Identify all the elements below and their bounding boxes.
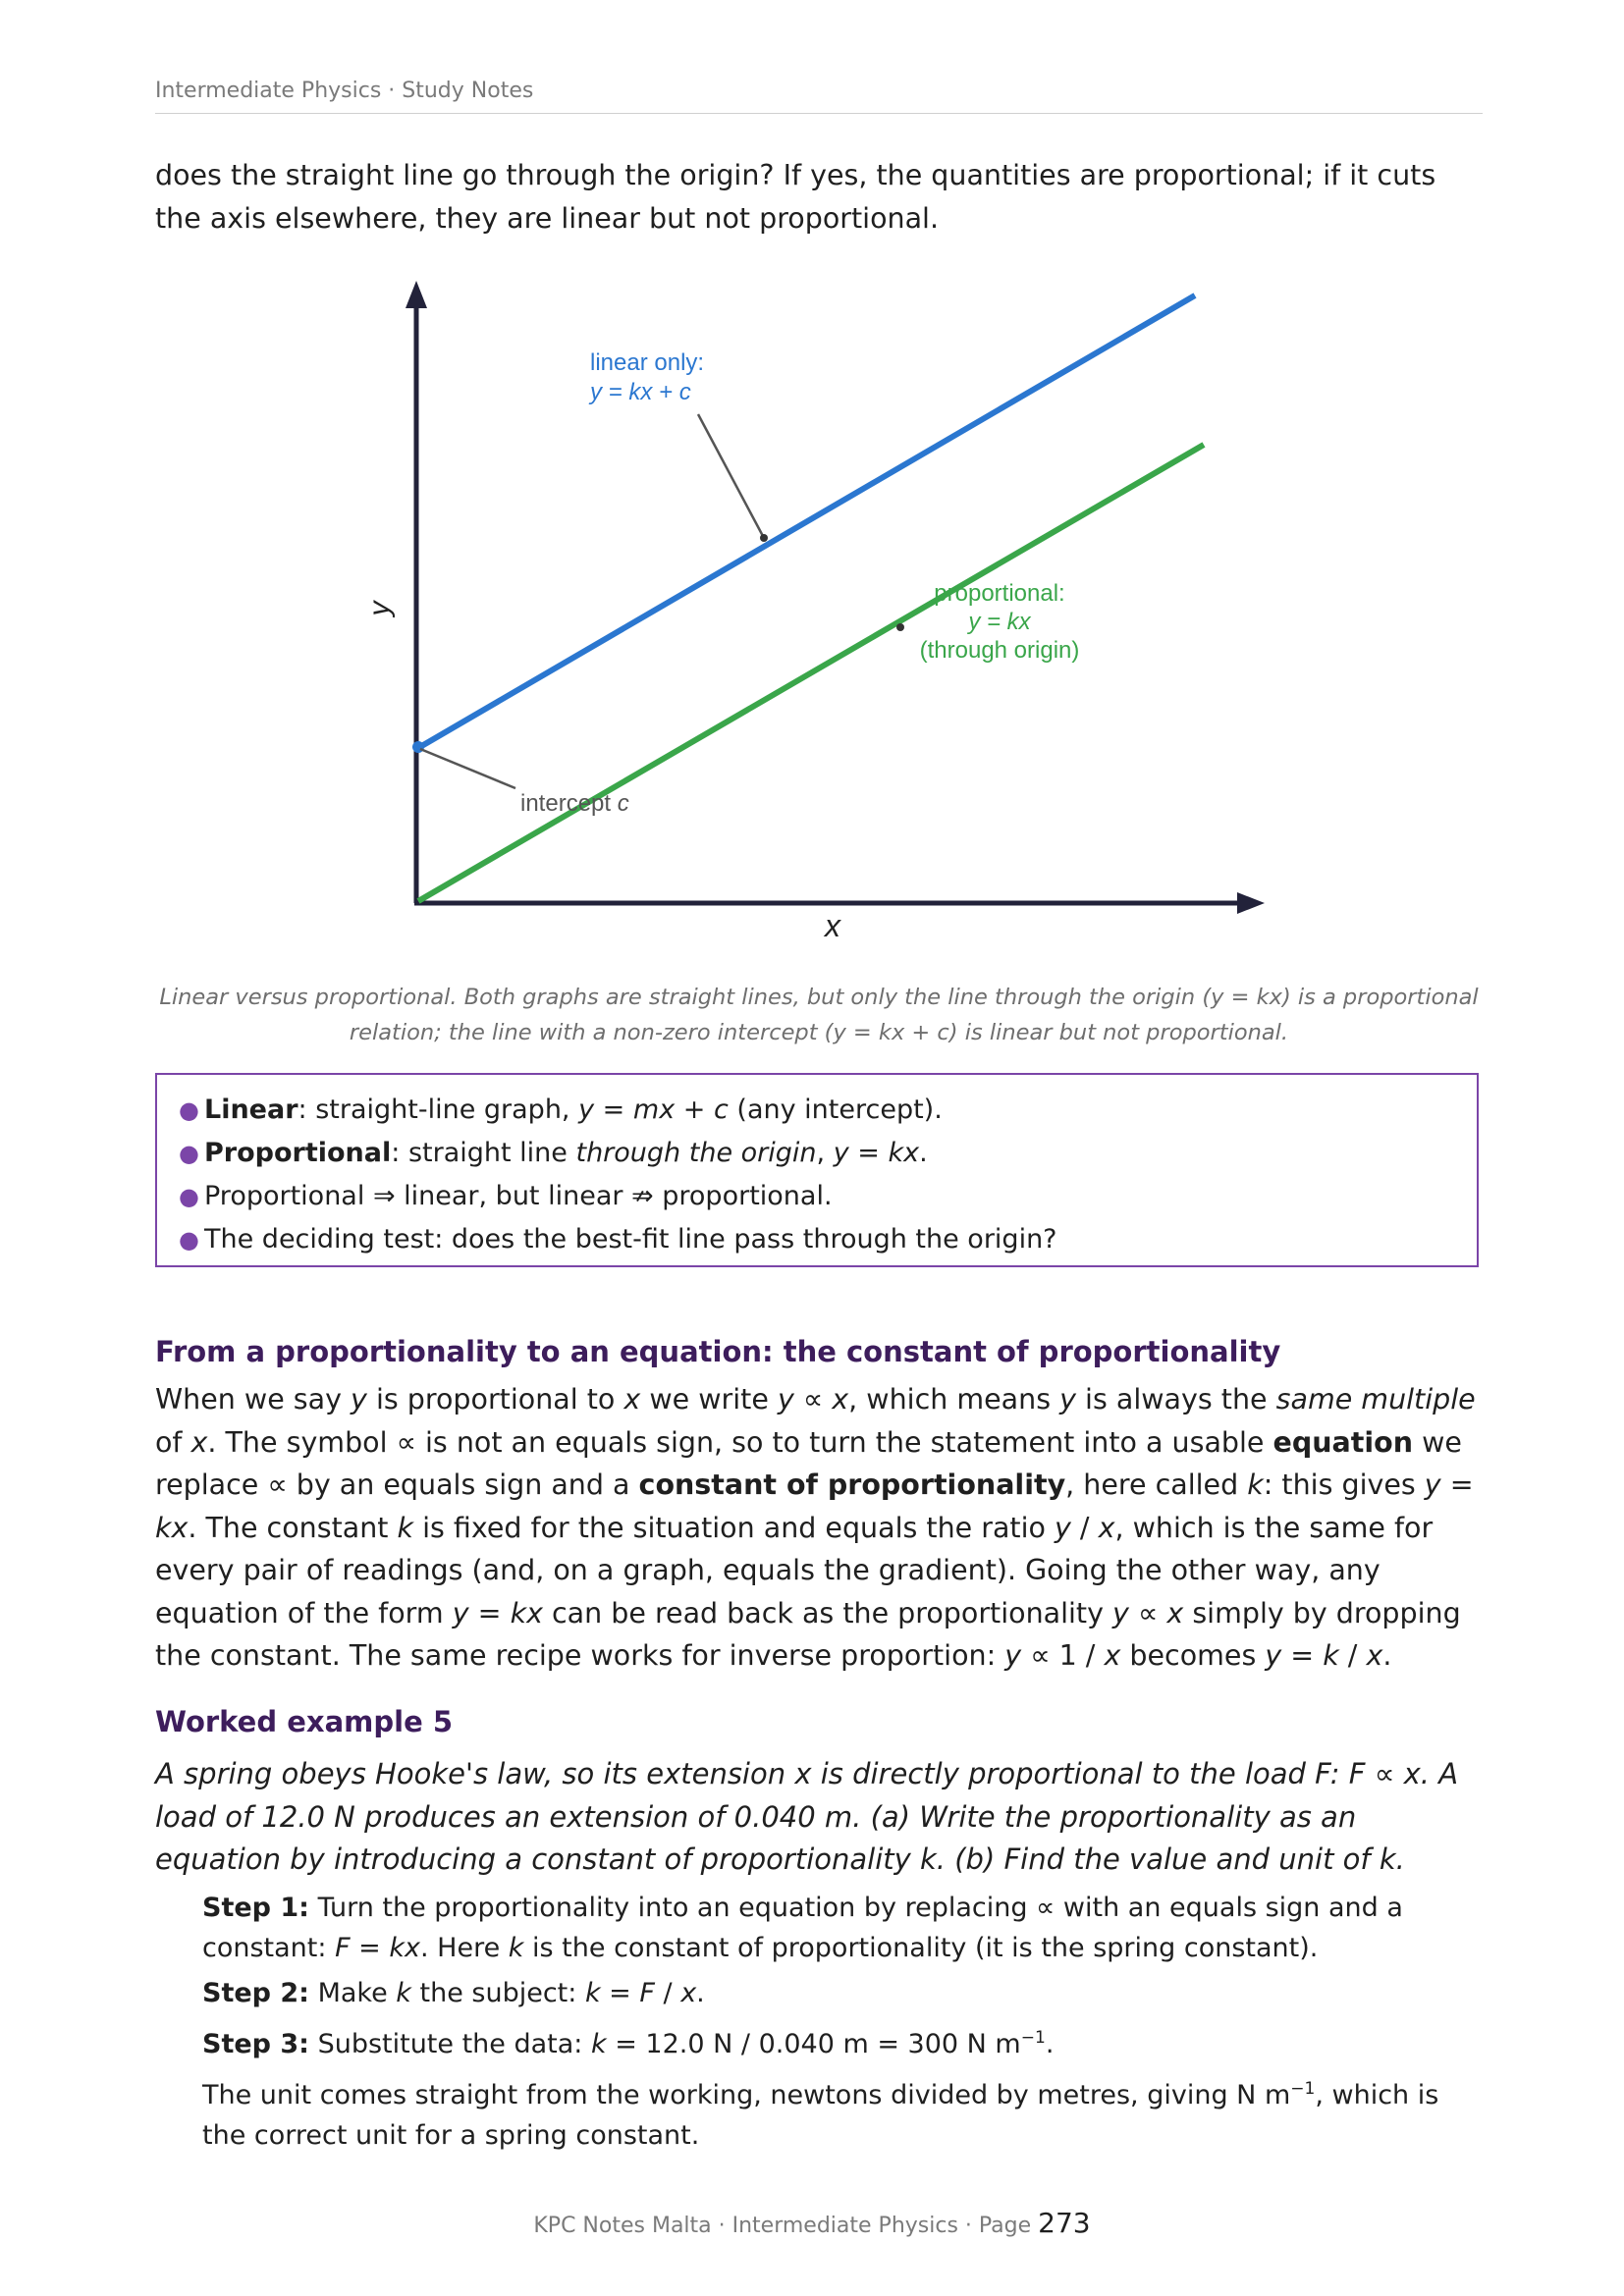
b-s4: x [623,1383,641,1415]
b-s35: ∝ [1128,1596,1167,1629]
linear-leader-dot [760,534,768,542]
x-axis-arrow-icon [1237,892,1265,914]
b-s19: : this gives [1263,1468,1425,1501]
b-s39: ∝ 1 / [1021,1639,1105,1672]
b-s5: we write [640,1383,778,1415]
b-s30: y [452,1596,469,1629]
b-s11: of [155,1425,191,1459]
b-s9: is always the [1075,1383,1276,1415]
kp2-kx: kx [888,1138,920,1168]
step3-t3: = 12.0 N / 0.040 m = 300 N m [606,2029,1021,2059]
b-s1: When we say [155,1383,352,1415]
b-s44: k [1323,1639,1339,1672]
section-heading: From a proportionality to an equation: the constant of proportionality [155,1335,1281,1368]
figure-svg [363,265,1276,952]
intro-paragraph [155,154,1483,240]
key-point-implication [175,1175,1477,1218]
b-s27: / [1070,1511,1099,1544]
step1-t6: k [508,1933,524,1963]
conclusion-sup: −1 [1290,2079,1316,2099]
kp2-comma: , [816,1138,834,1168]
b-s10: same multiple [1275,1383,1476,1415]
kp2-tail: . [919,1138,928,1168]
kp1-eq: = [594,1095,633,1125]
b-s3: is proportional to [366,1383,624,1415]
step2-t1: Make [308,1978,397,2008]
linear-leader-line [698,414,764,538]
kp1-term: Linear [204,1095,298,1125]
b-s25: is fixed for the situation and equals the ratio [413,1511,1055,1544]
proportional-leader-dot [896,623,904,631]
caption-text: Linear versus proportional. Both graphs are straight lines, but only the line through the origin (y = kx) is a proportional relation; the line with a non-zero intercept (y = kx + c) is linear but not proportional. [159,985,1479,1045]
b-s37: simply by dropping the constant. The same recipe works for inverse proportion: [155,1596,1461,1672]
step1-t4: kx [389,1933,421,1963]
kp2-origin: through the origin [575,1138,817,1168]
key-point-proportional [175,1132,1477,1175]
y-axis-label: y [363,601,396,616]
linear-line [418,295,1195,748]
intercept-label-symbol: c [617,790,629,817]
b-s18: k [1247,1468,1264,1501]
b-s21: = [1440,1468,1474,1501]
kp1-tail: (any intercept). [728,1095,943,1125]
step2-t8: x [680,1978,697,2008]
b-s41: becomes [1120,1639,1266,1672]
intercept-label [520,790,629,817]
step1-t7: is the constant of proportionality (it is the spring constant). [523,1933,1319,1963]
b-s6: y ∝ x [777,1383,849,1415]
b-s42: y [1265,1639,1282,1672]
kp3-text: Proportional ⇒ linear, but linear ⇏ proportional. [204,1181,833,1211]
kp1-plus: + [675,1095,714,1125]
worked-example-heading: Worked example 5 [155,1705,454,1738]
header-title: Intermediate Physics · Study Notes [155,79,534,103]
b-s28: x [1098,1511,1115,1544]
b-s31: = [468,1596,511,1629]
worked-example-steps [202,1888,1479,2161]
page-footer [0,2207,1624,2239]
step1-t1: Turn the proportionality into an equation by replacing ∝ with an equals sign and a constant: [202,1893,1403,1963]
x-axis-label: x [825,908,840,943]
key-points-list [175,1089,1477,1261]
b-s2: y [351,1383,367,1415]
page-number: 273 [1038,2207,1091,2239]
step2-label: Step 2: [202,1978,309,2008]
b-s16: constant of proportionality [638,1468,1066,1501]
b-s20: y [1424,1468,1441,1501]
b-s26: y [1055,1511,1071,1544]
b-s15: we replace ∝ by an equals sign and a [155,1425,1462,1501]
step2-t4: k [584,1978,601,2008]
kp2-text: : straight line [391,1138,576,1168]
step1-t2: F [335,1933,351,1963]
proportional-label-line3: (through origin) [919,637,1080,664]
step1-label: Step 1: [202,1893,309,1923]
bullet-icon: ● [179,1096,199,1124]
step-3 [202,2018,1479,2064]
b-s40: x [1104,1639,1121,1672]
key-points-box [155,1073,1479,1267]
step2-t5: = [600,1978,640,2008]
proportional-label-line2: y = kx [968,609,1031,635]
b-s17: , here called [1065,1468,1248,1501]
b-s45: / [1338,1639,1367,1672]
b-s34: y [1112,1596,1129,1629]
section-body [155,1378,1483,1678]
step2-t3: the subject: [410,1978,585,2008]
b-s33: can be read back as the proportionality [542,1596,1113,1629]
linear-label-line1: linear only: [590,349,705,376]
b-s24: k [397,1511,414,1544]
question-text: A spring obeys Hooke's law, so its extension x is directly proportional to the load F: F ∝ x. A load of 12.0 N produces an extension of 0.040 m. (a) Write the proportionality as an equation by introducing a constant of proportionality k. (b) Find the value and unit of k. [155,1757,1459,1876]
b-s13: . The symbol ∝ is not an equals sign, so to turn the statement into a usable [207,1425,1273,1459]
y-axis-arrow-icon [406,281,427,308]
step-2 [202,1973,1479,2013]
b-s23: . The constant [188,1511,398,1544]
b-s32: kx [510,1596,543,1629]
bullet-icon: ● [179,1140,199,1167]
proportional-line [418,445,1204,901]
key-point-test [175,1218,1477,1261]
step1-t5: . Here [420,1933,509,1963]
b-s22: kx [155,1511,189,1544]
intercept-label-text: intercept [520,790,618,817]
conclusion-t3: , which is the correct unit for a spring constant. [202,2080,1439,2151]
step3-label: Step 3: [202,2029,309,2059]
footer-text: KPC Notes Malta · Intermediate Physics · Page [533,2214,1039,2238]
linear-label-line2: y = kx + c [590,379,691,405]
kp1-mx: mx [632,1095,676,1125]
b-s46: x [1366,1639,1383,1672]
figure-caption [155,980,1483,1050]
step3-t5: . [1045,2029,1055,2059]
bullet-icon: ● [179,1183,199,1210]
b-s8: y [1059,1383,1076,1415]
step2-t2: k [396,1978,411,2008]
key-point-linear [175,1089,1477,1132]
step3-sup: −1 [1020,2028,1046,2048]
step-1 [202,1888,1479,1968]
running-header [155,79,1483,114]
worked-example-question [155,1753,1483,1882]
proportional-label-line1: proportional: [934,580,1065,607]
kp1-text: : straight-line graph, [298,1095,579,1125]
kp2-y: y [833,1138,849,1168]
kp2-term: Proportional [204,1138,392,1168]
step3-t1: Substitute the data: [308,2029,591,2059]
kp1-c: c [713,1095,729,1125]
b-s29: , which is the same for every pair of readings (and, on a graph, equals the gradient). Going the other way, any equation of the form [155,1511,1434,1629]
step2-t7: / [654,1978,681,2008]
b-s12: x [190,1425,208,1459]
kp1-y: y [578,1095,595,1125]
intro-text: does the straight line go through the origin? If yes, the quantities are proportional; if it cuts the axis elsewhere, they are linear but not proportional. [155,159,1436,235]
step3-t2: k [590,2029,607,2059]
b-s38: y [1004,1639,1022,1672]
conclusion [202,2069,1479,2156]
b-s7: , which means [848,1383,1060,1415]
linear-vs-proportional-figure [363,265,1276,952]
intercept-leader-line [420,749,515,788]
kp2-eq: = [848,1138,889,1168]
b-s36: x [1166,1596,1184,1629]
b-s14: equation [1272,1425,1414,1459]
step2-t9: . [696,1978,705,2008]
bullet-icon: ● [179,1226,199,1254]
b-s43: = [1281,1639,1324,1672]
conclusion-t1: The unit comes straight from the working, newtons divided by metres, giving N m [202,2080,1291,2110]
step1-t3: = [350,1933,390,1963]
b-s47: . [1382,1639,1392,1672]
kp4-text: The deciding test: does the best-fit line pass through the origin? [204,1224,1057,1255]
step2-t6: F [639,1978,655,2008]
